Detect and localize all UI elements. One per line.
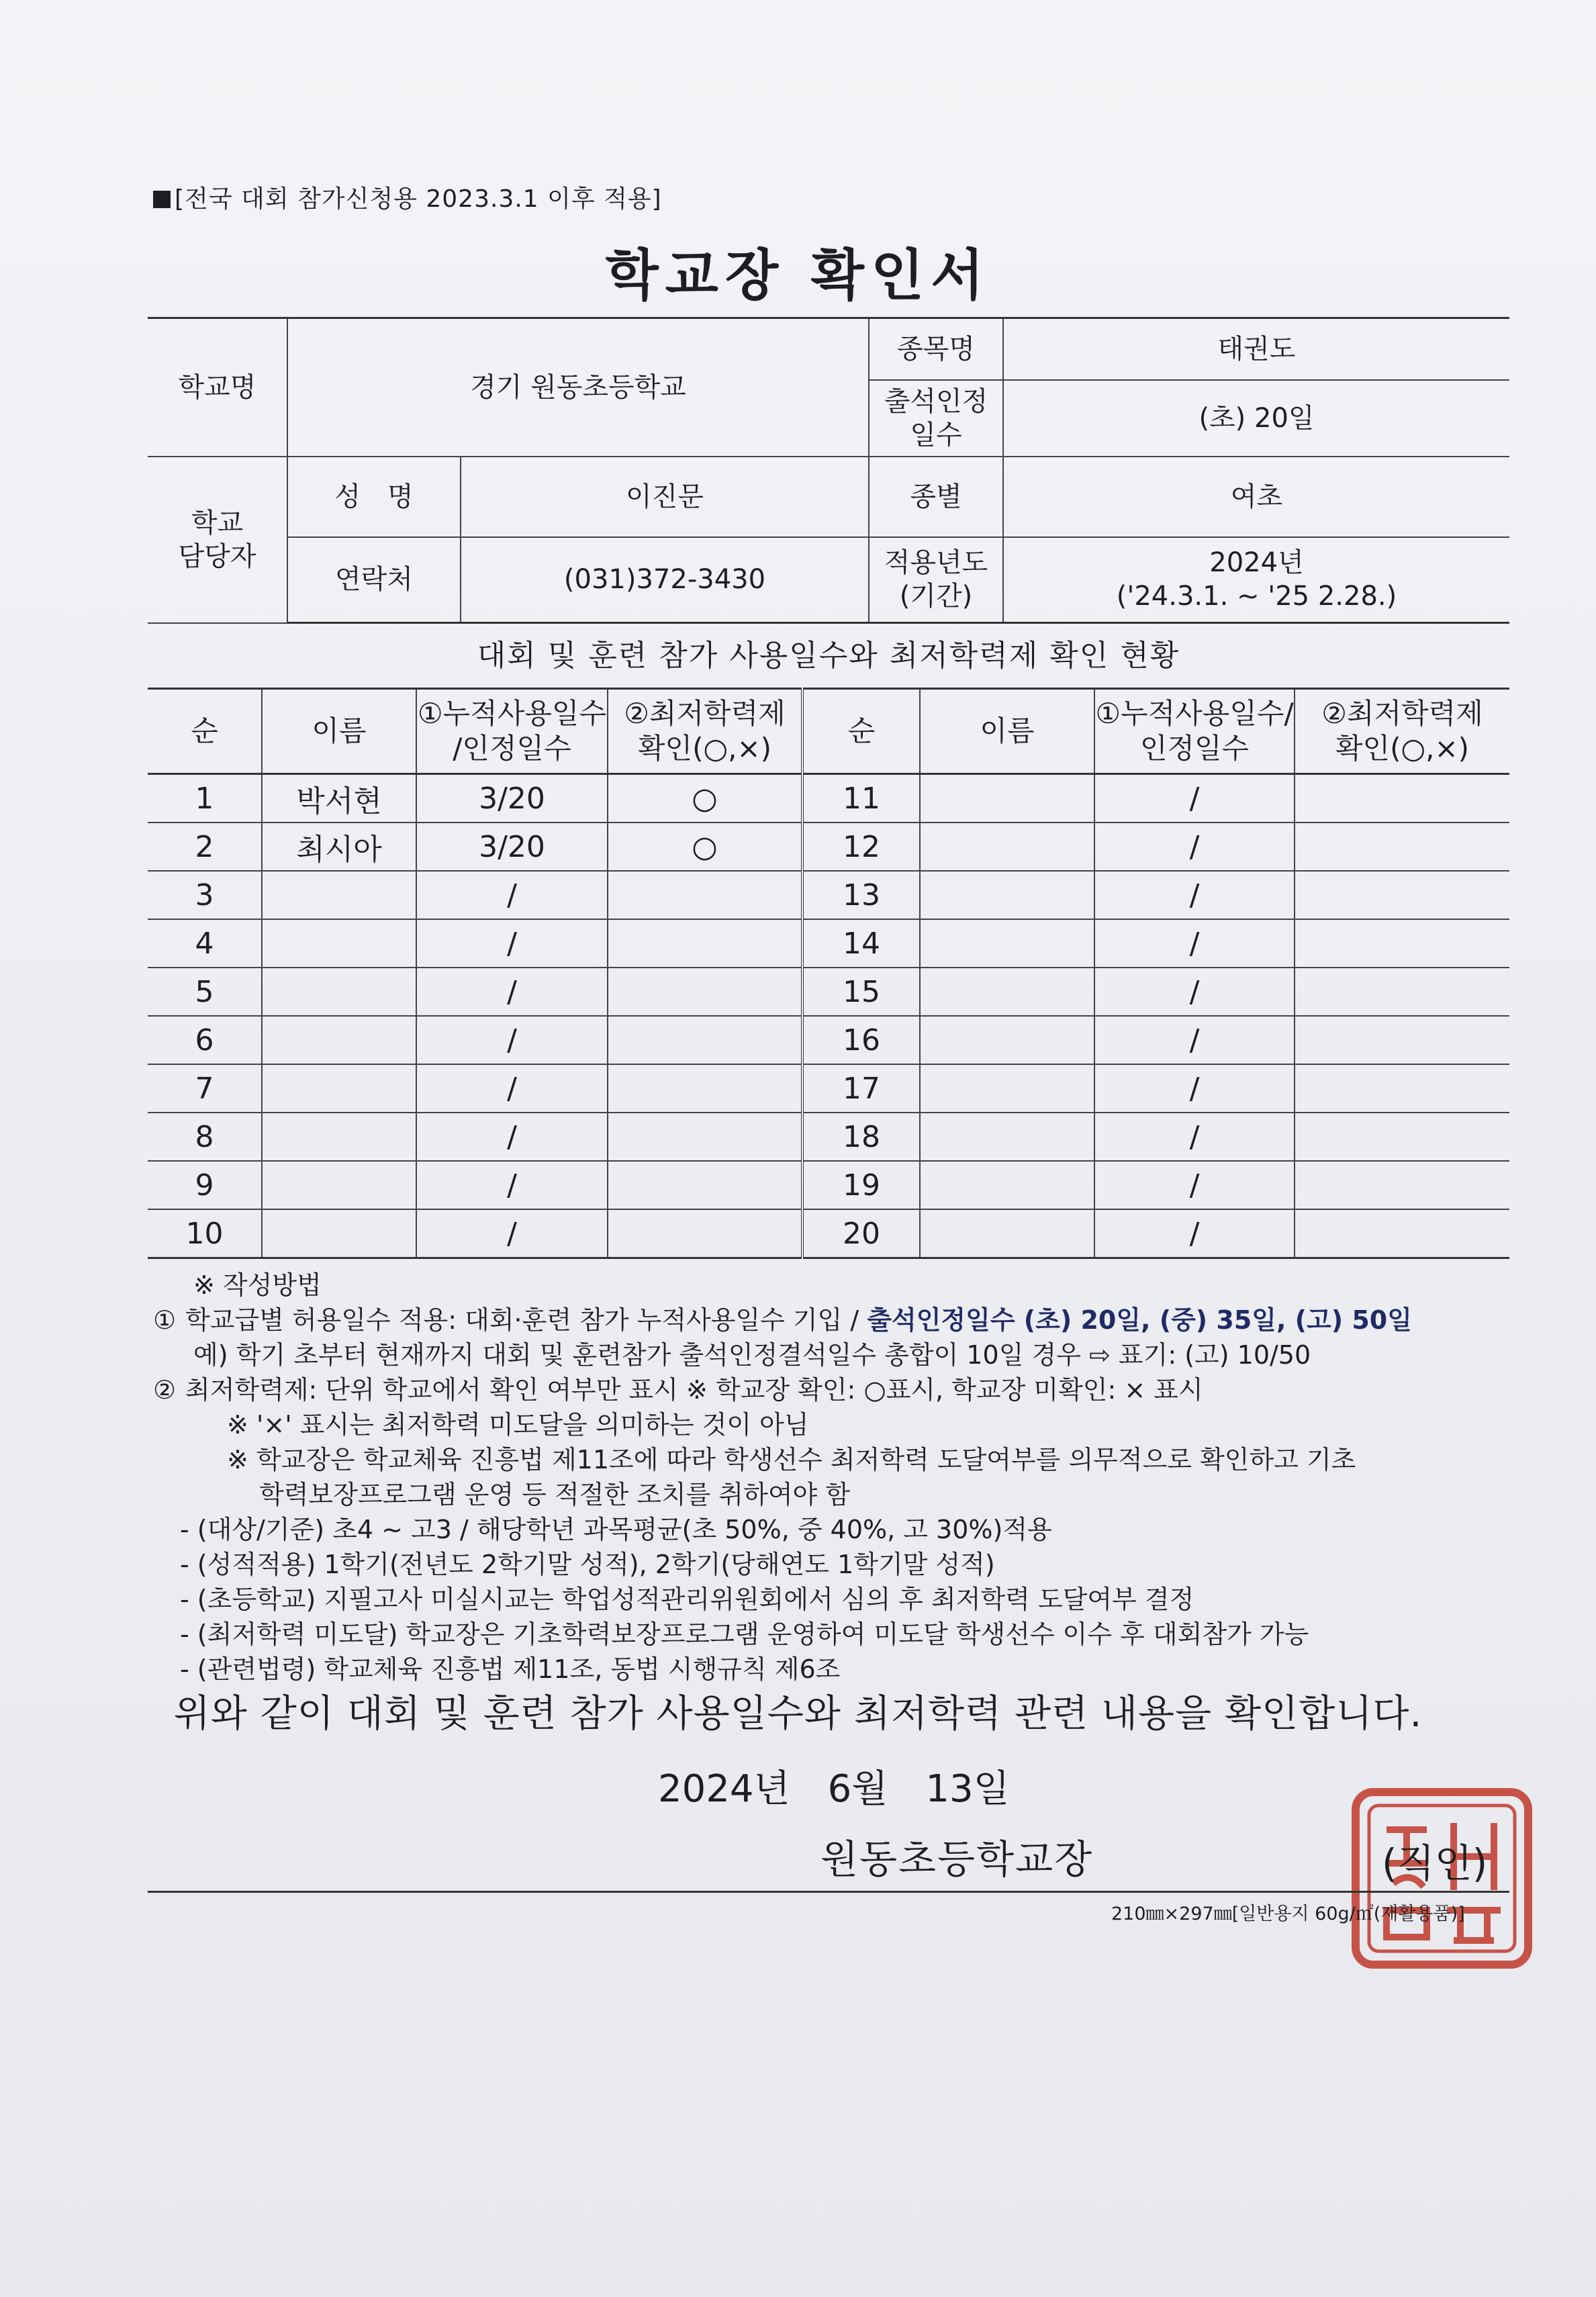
row-min-right xyxy=(1295,1064,1509,1113)
row-days: 3/20 xyxy=(416,774,608,823)
row-min: ○ xyxy=(608,774,802,823)
square-bullet-icon xyxy=(153,191,171,208)
note-1: ① 학교급별 허용일수 적용: 대회·훈련 참가 누적사용일수 기입 / 출석인정일수 (초) 20일, (중) 35일, (고) 50일 xyxy=(153,1305,1412,1335)
table-row xyxy=(148,1113,1509,1161)
row-min-right xyxy=(1295,871,1509,919)
row-min xyxy=(608,1064,802,1113)
row-days-right: / xyxy=(1094,968,1295,1016)
row-no-right: 14 xyxy=(802,919,920,968)
row-min xyxy=(608,1016,802,1064)
row-name-right xyxy=(920,1209,1094,1258)
table-row xyxy=(148,1161,1509,1209)
school-label: 학교명 xyxy=(148,318,287,457)
row-days: 3/20 xyxy=(416,823,608,871)
row-days: / xyxy=(416,1064,608,1113)
issue-date: 2024년 6월 13일 xyxy=(658,1767,1010,1811)
row-name xyxy=(262,1016,416,1064)
year-label: 적용년도 (기간) xyxy=(869,537,1003,623)
row-name-right xyxy=(920,774,1094,823)
signer-name: 원동초등학교장 xyxy=(820,1836,1094,1882)
note-1-example: 예) 학기 초부터 현재까지 대회 및 훈련참가 출석인정결석일수 총합이 10일 경우 ⇨ 표기: (고) 10/50 xyxy=(193,1340,1311,1370)
header-name-right: 이름 xyxy=(920,689,1094,774)
roster-table xyxy=(148,688,1509,1259)
row-min-right xyxy=(1295,1113,1509,1161)
row-no-right: 11 xyxy=(802,774,920,823)
sport-value: 태권도 xyxy=(1003,318,1509,380)
row-no: 1 xyxy=(148,774,262,823)
row-name-right xyxy=(920,871,1094,919)
year-value: 2024년 ('24.3.1. ~ '25 2.28.) xyxy=(1003,537,1509,623)
row-min-right xyxy=(1295,774,1509,823)
row-days-right: / xyxy=(1094,823,1295,871)
row-days-right: / xyxy=(1094,1016,1295,1064)
row-min xyxy=(608,1161,802,1209)
note-dash-1: - (대상/기준) 초4 ~ 고3 / 해당학년 과목평균(초 50%, 중 40%, 고 30%)적용 xyxy=(180,1515,1052,1544)
row-days-right: / xyxy=(1094,871,1295,919)
note-2: ② 최저학력제: 단위 학교에서 확인 여부만 표시 ※ 학교장 확인: ○표시, 학교장 미확인: × 표시 xyxy=(153,1375,1203,1405)
table-row xyxy=(148,1064,1509,1113)
row-no: 9 xyxy=(148,1161,262,1209)
header-min: ②최저학력제 확인(○,×) xyxy=(608,689,802,774)
school-value: 경기 원동초등학교 xyxy=(287,318,869,457)
row-name xyxy=(262,871,416,919)
paper-spec: 210㎜×297㎜[일반용지 60g/㎡(재활용품)] xyxy=(1111,1904,1465,1924)
row-no-right: 17 xyxy=(802,1064,920,1113)
header-days-right: ①누적사용일수/ 인정일수 xyxy=(1094,689,1295,774)
attend-label: 출석인정 일수 xyxy=(869,380,1003,457)
row-min xyxy=(608,871,802,919)
seal-note: (직인) xyxy=(1382,1840,1488,1886)
category-label: 종별 xyxy=(869,457,1003,537)
table-row xyxy=(148,871,1509,919)
note-dash-2: - (성적적용) 1학기(전년도 2학기말 성적), 2학기(당해연도 1학기말 성적) xyxy=(180,1550,995,1579)
row-no-right: 15 xyxy=(802,968,920,1016)
row-days-right: / xyxy=(1094,1209,1295,1258)
row-days: / xyxy=(416,968,608,1016)
contact-label: 연락처 xyxy=(287,537,461,623)
row-no-right: 16 xyxy=(802,1016,920,1064)
row-name-right xyxy=(920,823,1094,871)
sport-label: 종목명 xyxy=(869,318,1003,380)
name-value: 이진문 xyxy=(461,457,869,537)
note-dash-5: - (관련법령) 학교체육 진흥법 제11조, 동법 시행규칙 제6조 xyxy=(180,1654,841,1684)
header-name: 이름 xyxy=(262,689,416,774)
header-days: ①누적사용일수 /인정일수 xyxy=(416,689,608,774)
row-days: / xyxy=(416,1016,608,1064)
row-no-right: 20 xyxy=(802,1209,920,1258)
row-min: ○ xyxy=(608,823,802,871)
row-name xyxy=(262,968,416,1016)
row-no-right: 19 xyxy=(802,1161,920,1209)
header-no: 순 xyxy=(148,689,262,774)
row-days-right: / xyxy=(1094,774,1295,823)
row-no: 7 xyxy=(148,1064,262,1113)
row-no: 4 xyxy=(148,919,262,968)
manager-label: 학교 담당자 xyxy=(148,457,287,623)
instructions xyxy=(153,1268,1530,1687)
row-days-right: / xyxy=(1094,919,1295,968)
table-row xyxy=(148,774,1509,823)
page-title: 학교장 확인서 xyxy=(605,244,991,308)
row-no: 8 xyxy=(148,1113,262,1161)
row-name: 최시아 xyxy=(262,823,416,871)
table-row xyxy=(148,1016,1509,1064)
note-dash-4: - (최저학력 미도달) 학교장은 기초학력보장프로그램 운영하여 미도달 학생선수 이수 후 대회참가 가능 xyxy=(180,1620,1309,1649)
row-name: 박서현 xyxy=(262,774,416,823)
row-name-right xyxy=(920,919,1094,968)
row-days: / xyxy=(416,871,608,919)
row-min xyxy=(608,1113,802,1161)
table-row xyxy=(148,1209,1509,1258)
row-name xyxy=(262,1161,416,1209)
row-days: / xyxy=(416,919,608,968)
row-no-right: 18 xyxy=(802,1113,920,1161)
roster-body xyxy=(148,774,1509,1258)
row-min xyxy=(608,919,802,968)
note-2-sub-2: ※ 학교장은 학교체육 진흥법 제11조에 따라 학생선수 최저학력 도달여부를 의무적으로 확인하고 기초 xyxy=(227,1445,1356,1474)
row-min-right xyxy=(1295,1161,1509,1209)
note-2-sub-1: ※ '×' 표시는 최저학력 미도달을 의미하는 것이 아님 xyxy=(227,1410,809,1440)
note-2-sub-2b: 학력보장프로그램 운영 등 적절한 조치를 취하여야 함 xyxy=(259,1480,851,1509)
notes-heading: ※ 작성방법 xyxy=(193,1270,322,1300)
row-no: 6 xyxy=(148,1016,262,1064)
table-row xyxy=(148,823,1509,871)
row-min-right xyxy=(1295,968,1509,1016)
attend-value: (초) 20일 xyxy=(1003,380,1509,457)
row-no-right: 13 xyxy=(802,871,920,919)
header-note xyxy=(153,180,662,214)
row-min-right xyxy=(1295,823,1509,871)
row-name xyxy=(262,1064,416,1113)
table-row xyxy=(148,968,1509,1016)
row-days-right: / xyxy=(1094,1161,1295,1209)
header-note-text: [전국 대회 참가신청용 2023.3.1 이후 적용] xyxy=(175,185,662,213)
confirm-statement: 위와 같이 대회 및 훈련 참가 사용일수와 최저학력 관련 내용을 확인합니다. xyxy=(173,1692,1423,1736)
note-dash-3: - (초등학교) 지필고사 미실시교는 학업성적관리위원회에서 심의 후 최저학력 도달여부 결정 xyxy=(180,1585,1194,1614)
row-no: 3 xyxy=(148,871,262,919)
category-value: 여초 xyxy=(1003,457,1509,537)
info-table xyxy=(148,317,1509,624)
row-min-right xyxy=(1295,919,1509,968)
row-min xyxy=(608,1209,802,1258)
row-days: / xyxy=(416,1113,608,1161)
row-min xyxy=(608,968,802,1016)
row-no: 5 xyxy=(148,968,262,1016)
name-label: 성 명 xyxy=(287,457,461,537)
row-no: 2 xyxy=(148,823,262,871)
row-name-right xyxy=(920,968,1094,1016)
row-days-right: / xyxy=(1094,1113,1295,1161)
row-name-right xyxy=(920,1064,1094,1113)
row-no-right: 12 xyxy=(802,823,920,871)
row-name-right xyxy=(920,1161,1094,1209)
row-days: / xyxy=(416,1161,608,1209)
row-name xyxy=(262,1209,416,1258)
table-row xyxy=(148,919,1509,968)
bottom-divider xyxy=(148,1891,1509,1893)
row-name-right xyxy=(920,1113,1094,1161)
header-no-right: 순 xyxy=(802,689,920,774)
section-subtitle: 대회 및 훈련 참가 사용일수와 최저학력제 확인 현황 xyxy=(477,639,1180,673)
header-min-right: ②최저학력제 확인(○,×) xyxy=(1295,689,1509,774)
roster-header-row xyxy=(148,689,1509,774)
row-no: 10 xyxy=(148,1209,262,1258)
row-name xyxy=(262,1113,416,1161)
row-min-right xyxy=(1295,1209,1509,1258)
row-name-right xyxy=(920,1016,1094,1064)
contact-value: (031)372-3430 xyxy=(461,537,869,623)
row-name xyxy=(262,919,416,968)
row-days-right: / xyxy=(1094,1064,1295,1113)
row-days: / xyxy=(416,1209,608,1258)
row-min-right xyxy=(1295,1016,1509,1064)
